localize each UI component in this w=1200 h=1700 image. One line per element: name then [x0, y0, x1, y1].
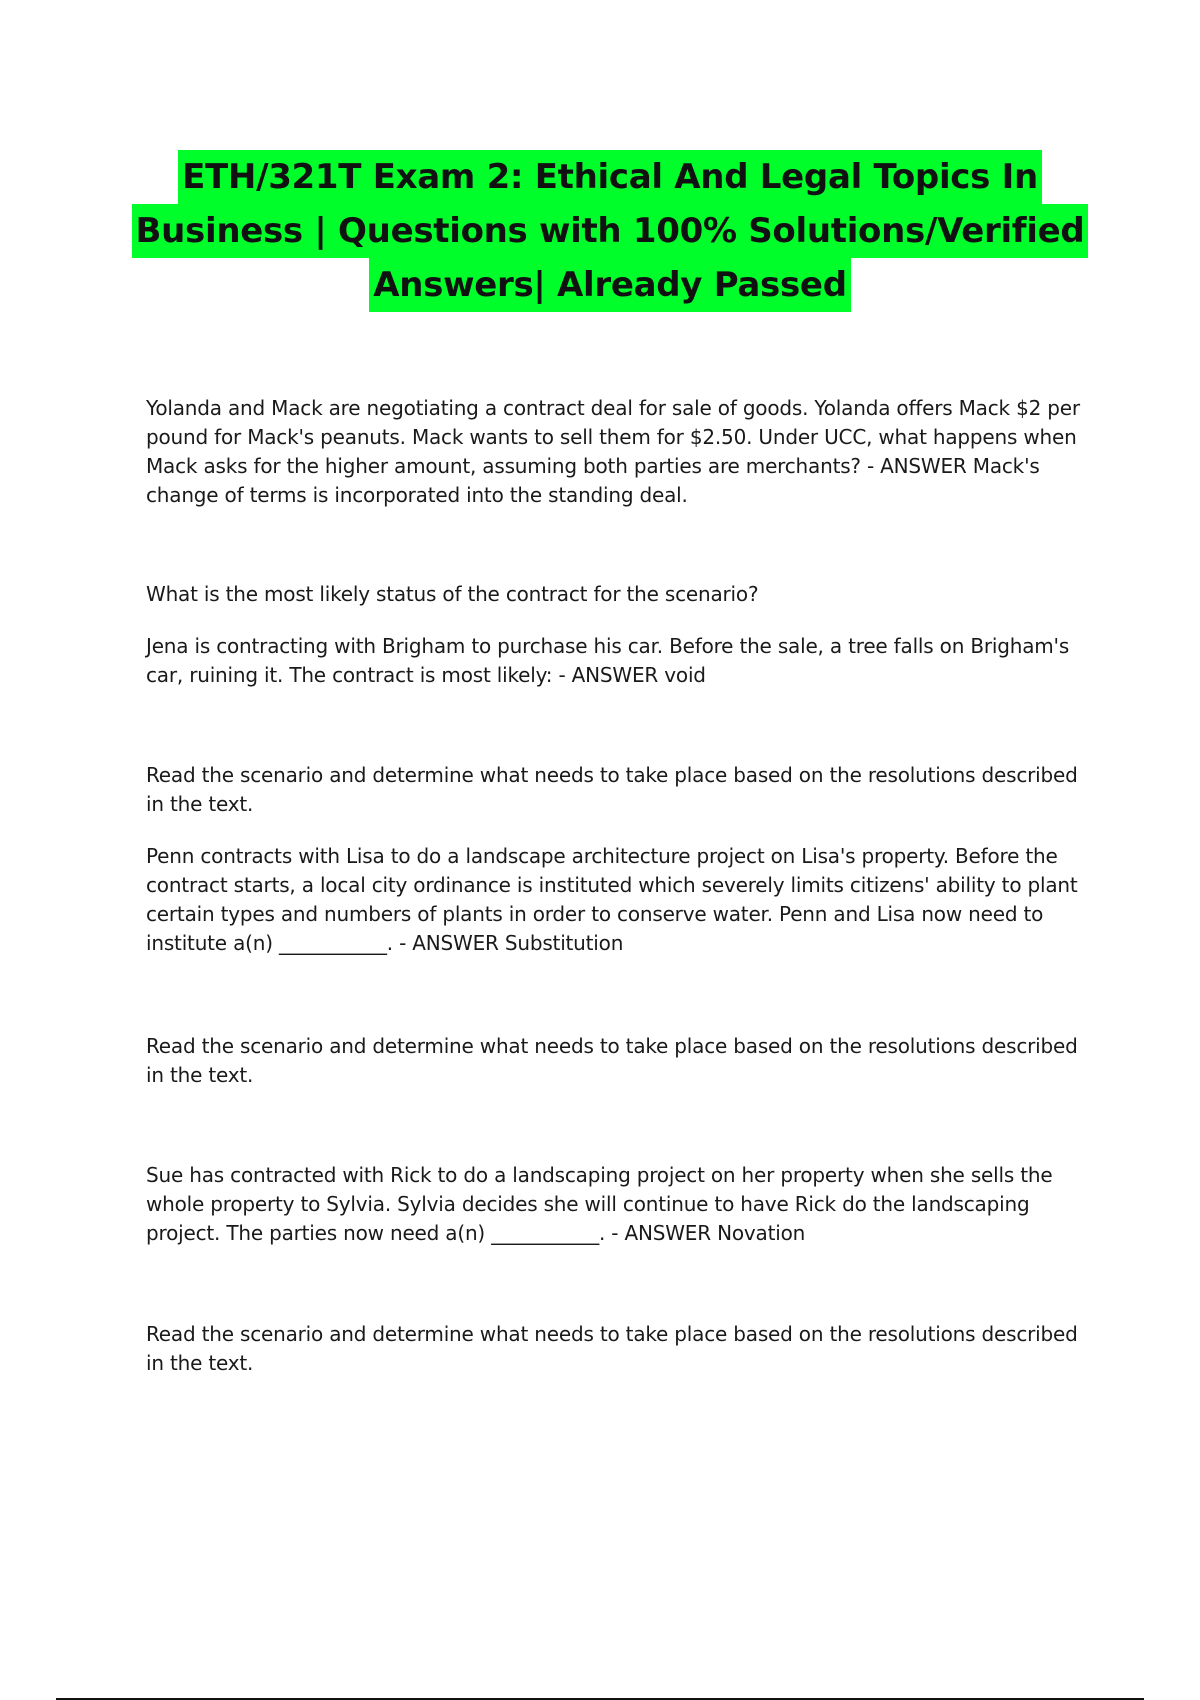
question-sue-rick: Sue has contracted with Rick to do a landscaping project on her property when she sells the whole property to Sylvia. Sylvia decides she will continue to have Rick do the landscaping project. The parties now need a(n) ___________. - ANSWER Novation: [146, 1163, 1053, 1245]
document-title: [130, 150, 1090, 312]
question-prompt-resolution-2: Read the scenario and determine what needs to take place based on the resolutions described in the text.: [146, 1034, 1078, 1087]
question-yolanda-mack: Yolanda and Mack are negotiating a contract deal for sale of goods. Yolanda offers Mack $2 per pound for Mack's peanuts. Mack wants to sell them for $2.50. Under UCC, what happens when Mack asks for the higher amount, assuming both parties are merchants? - ANSWER Mack's change of terms is incorporated into the standing deal.: [146, 396, 1080, 507]
question-prompt-contract-status: What is the most likely status of the contract for the scenario?: [146, 582, 759, 606]
question-prompt-resolution-1: Read the scenario and determine what needs to take place based on the resolutions described in the text.: [146, 763, 1078, 816]
question-penn-lisa: Penn contracts with Lisa to do a landscape architecture project on Lisa's property. Before the contract starts, a local city ordinance is instituted which severely limits citizens' ability to plant certain types and numbers of plants in order to conserve water. Penn and Lisa now need to institute a(n) ___________. - ANSWER Substitution: [146, 844, 1078, 955]
question-prompt-resolution-3: Read the scenario and determine what needs to take place based on the resolutions described in the text.: [146, 1322, 1078, 1375]
title-line-2: Business | Questions with 100% Solutions/Verified: [132, 204, 1089, 258]
title-line-3: Answers| Already Passed: [369, 258, 850, 312]
question-jena-brigham: Jena is contracting with Brigham to purchase his car. Before the sale, a tree falls on Brigham's car, ruining it. The contract is most likely: - ANSWER void: [146, 634, 1070, 687]
title-line-1: ETH/321T Exam 2: Ethical And Legal Topics In: [178, 150, 1042, 204]
